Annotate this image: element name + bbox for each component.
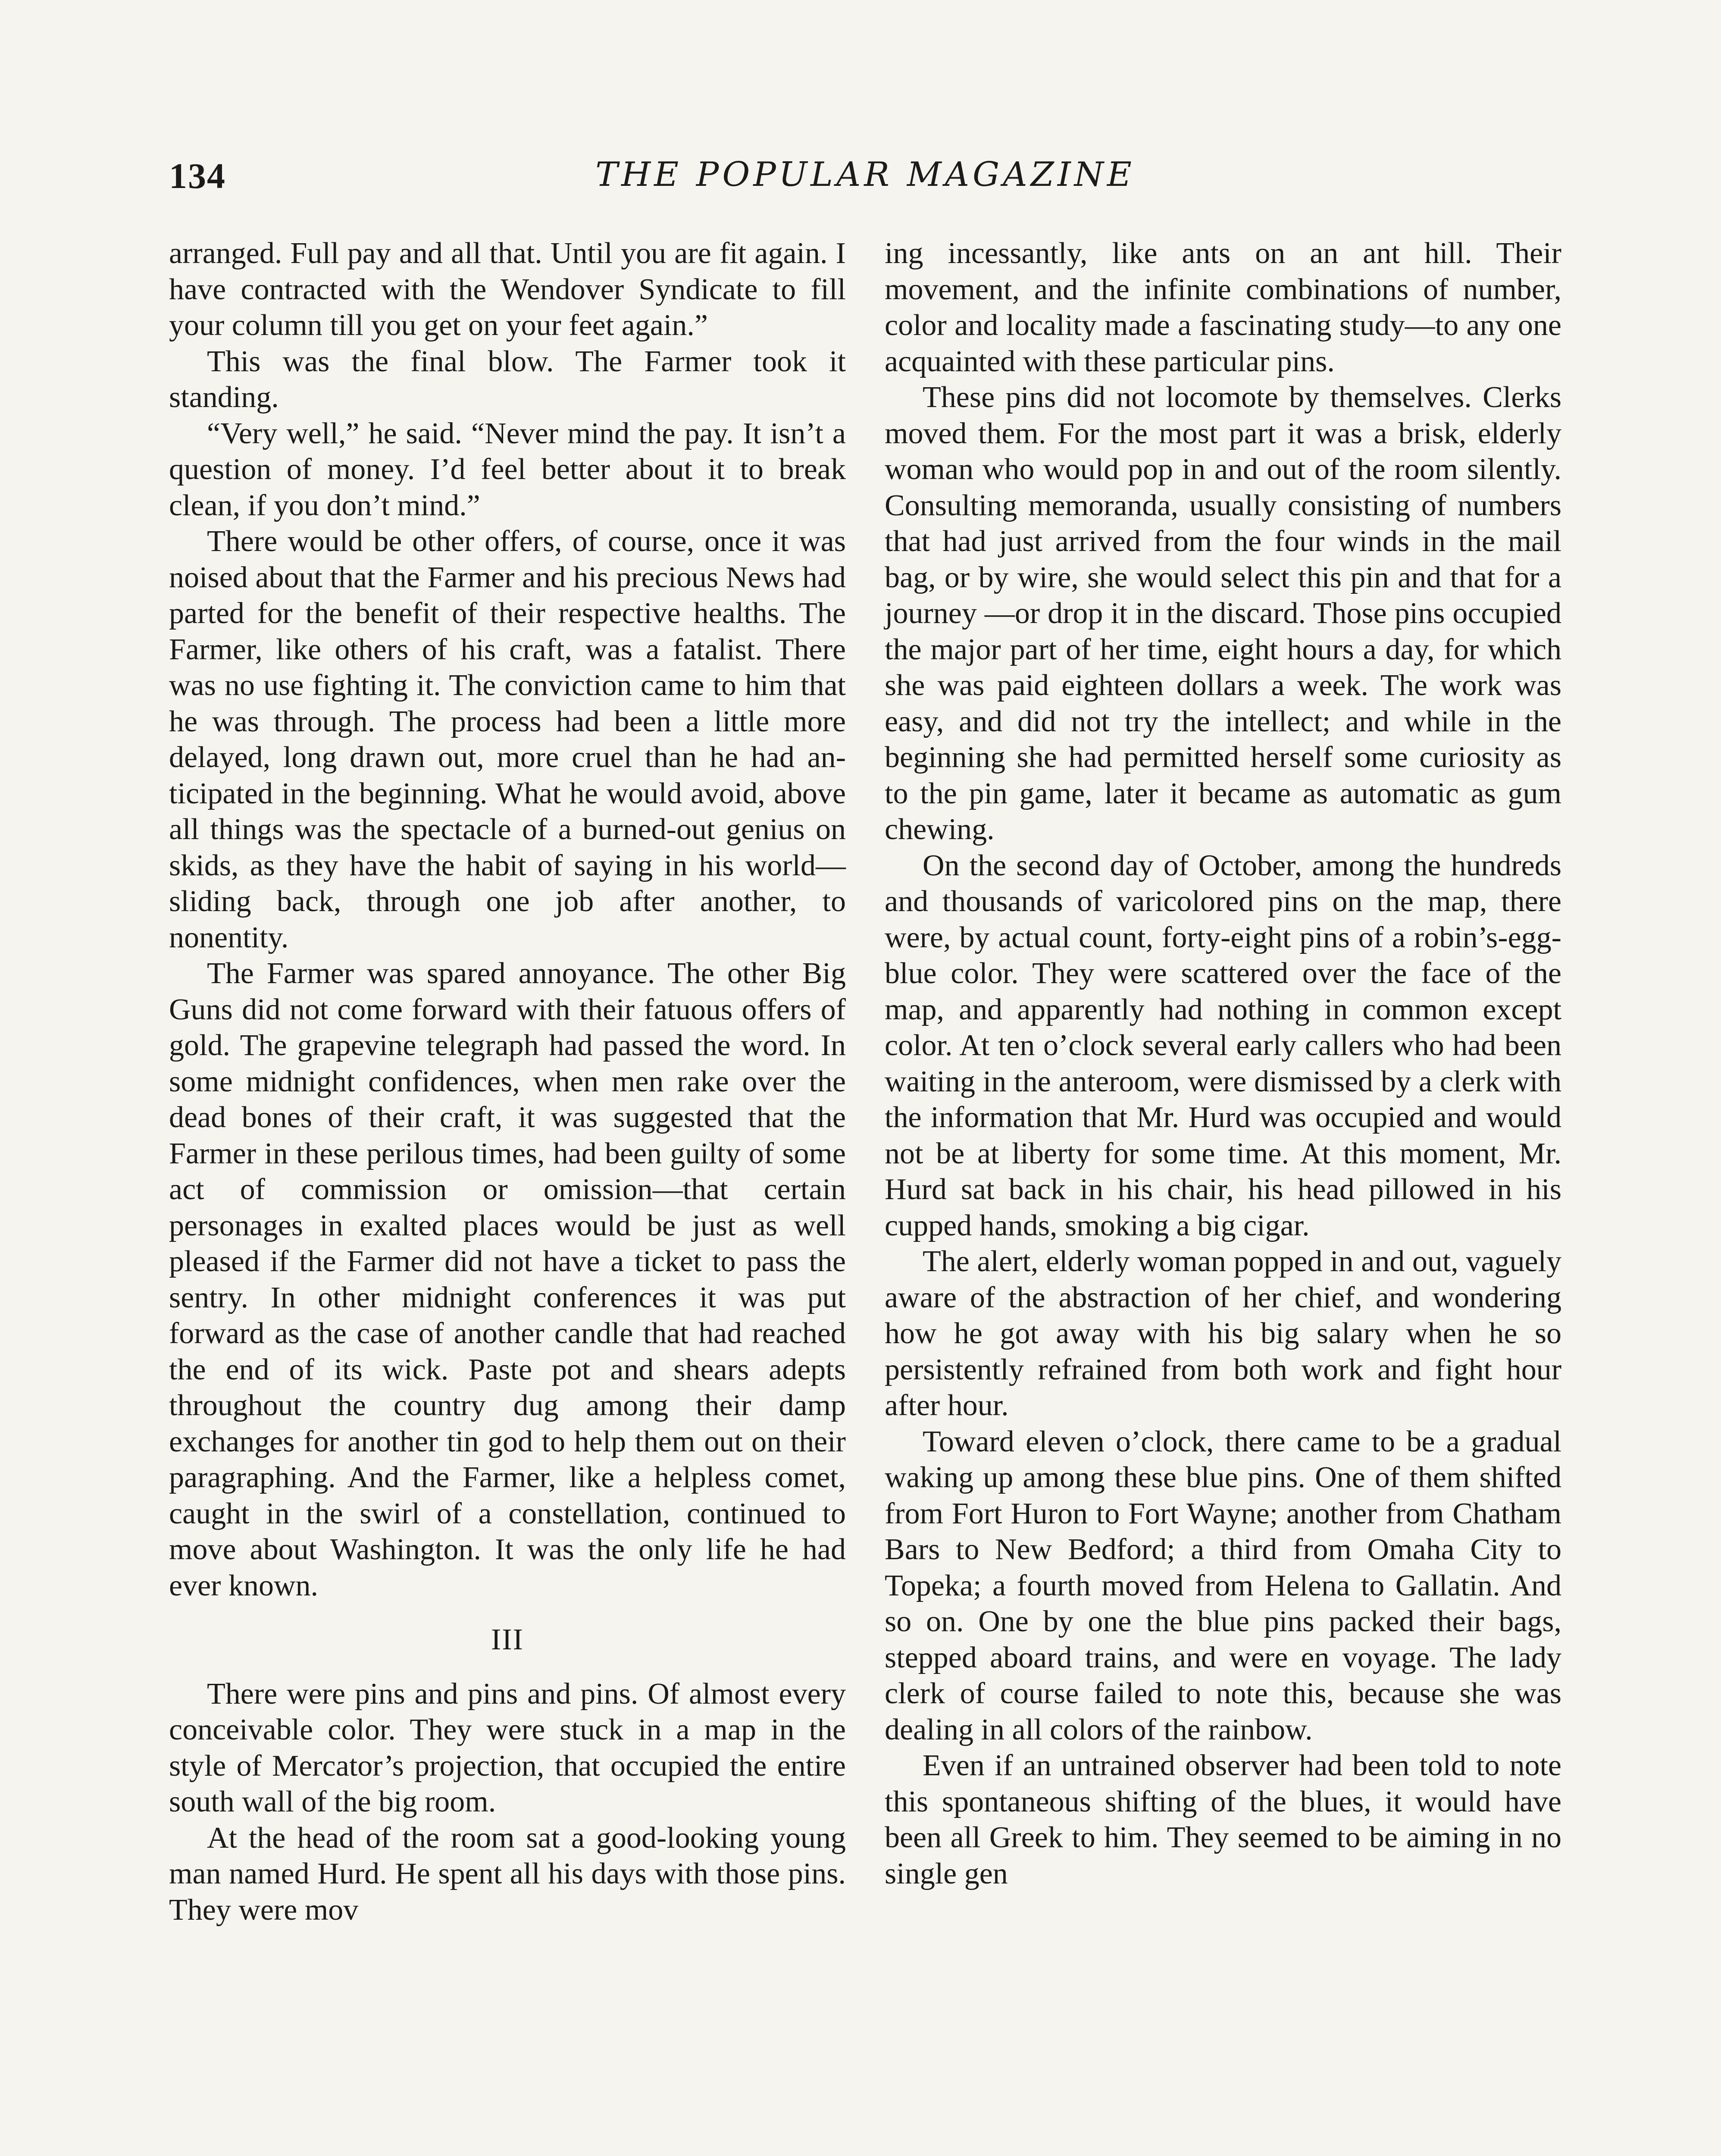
paragraph: The Farmer was spared annoyance. The other Big Guns did not come forward with their fatuous offers of gold. The grapevine telegraph had passed the word. In some midnight confidences, when men rake over the dead bones of their craft, it was suggested that the Farmer in these perilous times, had been guilty of some act of commission or omission—that certain personages in exalted places would be just as well pleased if the Farmer did not have a ticket to pass the sentry. In other midnight conferences it was put forward as the case of another candle that had reached the end of its wick. Paste pot and shears adepts throughout the country dug among their damp exchanges for another tin god to help them out on their paragraphing. And the Farmer, like a helpless comet, caught in the swirl of a constellation, continued to move about Washington. It was the only life he had ever known. <box>169 957 846 1602</box>
page-header <box>169 155 1561 207</box>
paragraph: These pins did not locomote by themselves. Clerks moved them. For the most part it was a brisk, elderly woman who would pop in and out of the room silently. Consulting memoranda, usually consisting of numbers that had just arrived from the four winds in the mail bag, or by wire, she would select this pin and that for a journey —or drop it in the discard. Those pins occupied the major part of her time, eight hours a day, for which she was paid eighteen dollars a week. The work was easy, and did not try the intellect; and while in the beginning she had permitted herself some curiosity as to the pin game, later it became as automatic as gum chewing. <box>885 381 1561 846</box>
paragraph: This was the final blow. The Farmer took it standing. <box>169 345 846 414</box>
paragraph: Toward eleven o’clock, there came to be a gradual waking up among these blue pins. One of them shifted from Fort Huron to Fort Wayne; another from Chatham Bars to New Bedford; a third from Omaha City to Topeka; a fourth moved from Helena to Gallatin. And so on. One by one the blue pins packed their bags, stepped aboard trains, and were en voyage. The lady clerk of course failed to note this, because she was dealing in all colors of the rainbow. <box>885 1425 1561 1746</box>
paragraph: There were pins and pins and pins. Of almost every conceivable color. They were stuck in a map in the style of Mercator’s projection, that occupied the entire south wall of the big room. <box>169 1677 846 1818</box>
left-column <box>169 235 846 1928</box>
running-title: THE POPULAR MAGAZINE <box>595 155 1135 194</box>
article-body <box>169 235 1561 1928</box>
paragraph: There would be other offers, of course, once it was noised about that the Farmer and his precious News had parted for the benefit of their respective healths. The Farmer, like others of his craft, was a fatalist. There was no use fighting it. The conviction came to him that he was through. The process had been a little more delayed, long drawn out, more cruel than he had anticipated in the beginning. What he would avoid, above all things was the spectacle of a burned-out genius on skids, as they have the habit of saying in his world—sliding back, through one job after another, to nonentity. <box>169 525 846 954</box>
paragraph: Even if an untrained observer had been told to note this spontaneous shifting of the blues, it would have been all Greek to him. They seemed to be aiming in no single gen <box>885 1749 1561 1890</box>
page-number: 134 <box>169 156 226 196</box>
paragraph: ing incessantly, like ants on an ant hill. Their movement, and the infinite combinations of number, color and locality made a fascinating study—to any one acquainted with these particular pins. <box>885 237 1561 378</box>
paragraph: At the head of the room sat a good-looking young man named Hurd. He spent all his days with those pins. They were mov <box>169 1821 846 1927</box>
right-column <box>885 235 1561 1928</box>
paragraph: The alert, elderly woman popped in and out, vaguely aware of the abstraction of her chief, and wondering how he got away with his big salary when he so persistently refrained from both work and fight hour after hour. <box>885 1245 1561 1422</box>
paragraph: On the second day of October, among the hundreds and thousands of varicolored pins on the map, there were, by actual count, forty-eight pins of a robin’s-egg-blue color. They were scattered over the face of the map, and apparently had nothing in common except color. At ten o’clock several early callers who had been waiting in the anteroom, were dismissed by a clerk with the information that Mr. Hurd was occupied and would not be at liberty for some time. At this moment, Mr. Hurd sat back in his chair, his head pillowed in his cupped hands, smoking a big cigar. <box>885 849 1561 1242</box>
section-heading: III <box>491 1623 524 1656</box>
paragraph: “Very well,” he said. “Never mind the pay. It isn’t a question of money. I’d feel better about it to break clean, if you don’t mind.” <box>169 417 846 522</box>
paragraph: arranged. Full pay and all that. Until you are fit again. I have contracted with the Wendover Syndicate to fill your column till you get on your feet again.” <box>169 237 846 342</box>
